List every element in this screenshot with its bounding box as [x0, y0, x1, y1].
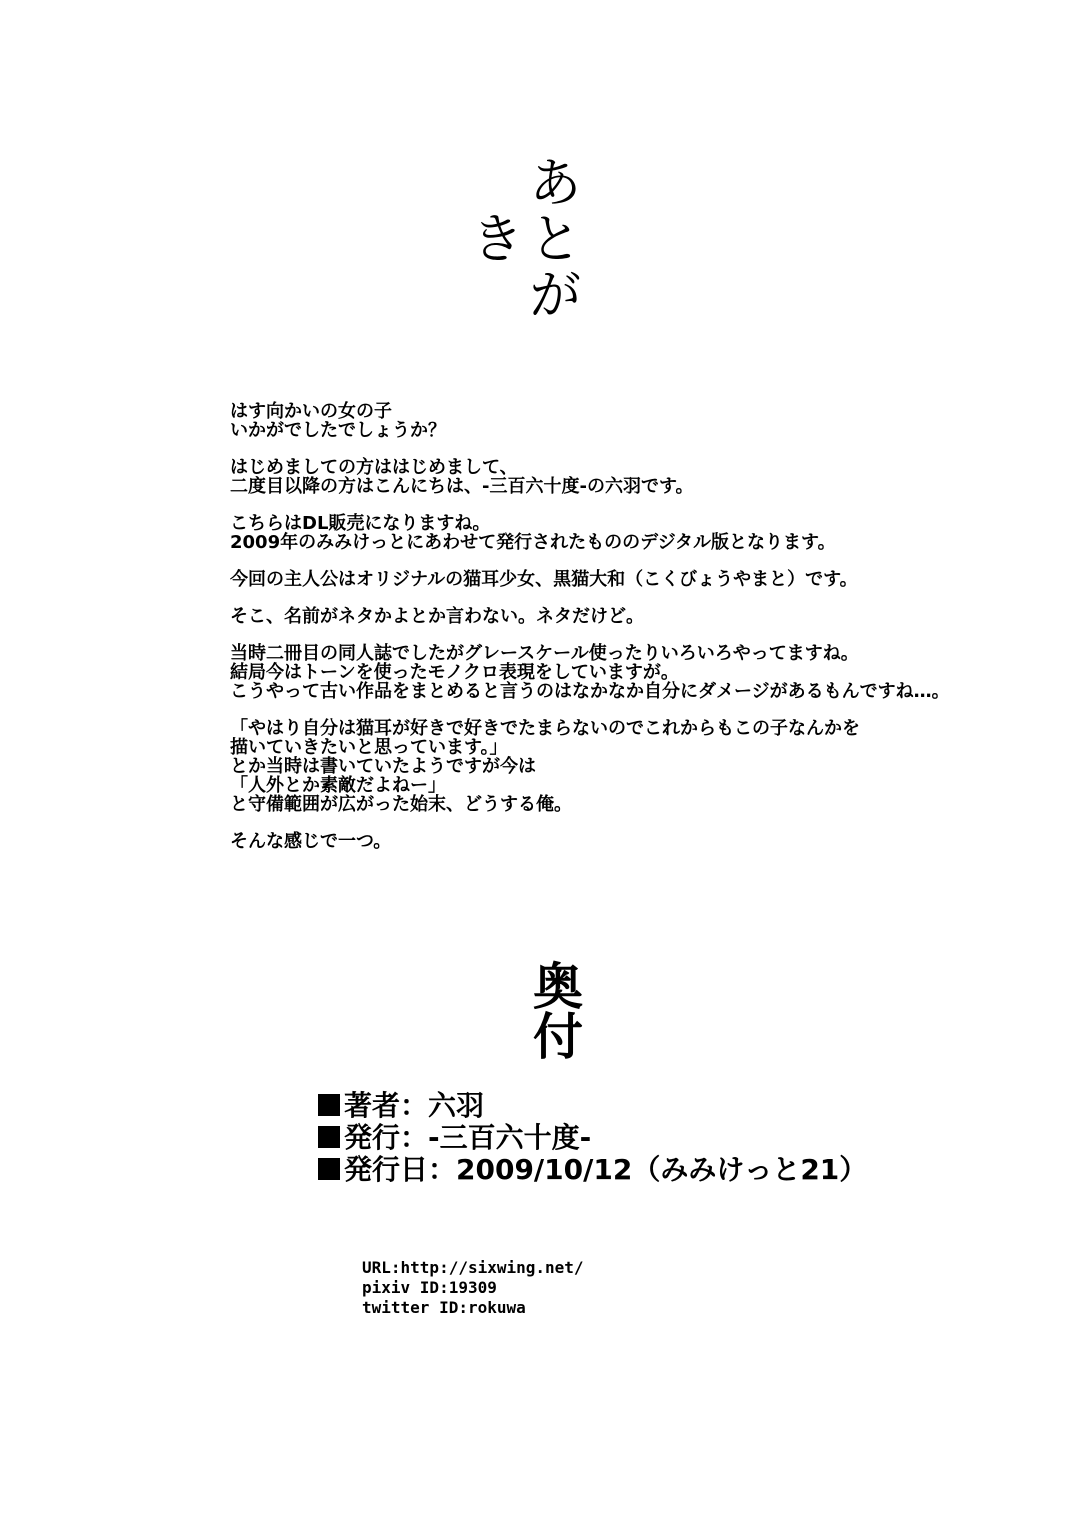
text-line: こちらはDL販売になりますね。 [230, 513, 491, 534]
colophon-title: 奥付 [525, 960, 583, 1060]
credit-date-text: 発行日：2009/10/12（みみけっと21） [344, 1153, 868, 1186]
paragraph [230, 570, 950, 589]
paragraph [230, 514, 950, 552]
paragraph [230, 719, 950, 814]
afterword-body [230, 402, 950, 869]
text-line: はじめましての方ははじめまして、 [230, 457, 518, 478]
text-line: こうやって古い作品をまとめると言うのはなかなか自分にダメージがあるもんですね…。 [230, 681, 950, 702]
paragraph [230, 607, 950, 626]
paragraph [230, 644, 950, 701]
text-line: 当時二冊目の同人誌でしたがグレースケール使ったりいろいろやってますね。 [230, 643, 859, 664]
text-line: いかがでしたでしょうか？ [230, 420, 446, 441]
black-square-bullet-icon [318, 1158, 340, 1180]
pixiv-id: pixiv ID:19309 [362, 1278, 497, 1297]
credit-author [318, 1090, 878, 1122]
credit-publisher-text: 発行：-三百六十度- [344, 1121, 592, 1154]
credit-publisher [318, 1122, 878, 1154]
text-line: 今回の主人公はオリジナルの猫耳少女、黒猫大和（こくびょうやまと）です。 [230, 569, 858, 590]
text-line: とか当時は書いていたようですが今は [230, 756, 536, 777]
credit-date [318, 1154, 878, 1186]
text-line: 結局今はトーンを使ったモノクロ表現をしていますが。 [230, 662, 679, 683]
paragraph [230, 402, 950, 440]
text-line: そんな感じで一つ。 [230, 831, 392, 852]
text-line: 二度目以降の方はこんにちは、-三百六十度-の六羽です。 [230, 476, 694, 497]
colophon-credits [318, 1090, 878, 1186]
url-link: URL:http://sixwing.net/ [362, 1258, 584, 1277]
text-line: 「やはり自分は猫耳が好きで好きでたまらないのでこれからもこの子なんかを [230, 718, 860, 739]
twitter-id: twitter ID:rokuwa [362, 1298, 526, 1317]
text-line: そこ、名前がネタかよとか言わない。ネタだけど。 [230, 606, 644, 627]
black-square-bullet-icon [318, 1094, 340, 1116]
text-line: と守備範囲が広がった始末、どうする俺。 [230, 794, 572, 815]
text-line: 2009年のみみけっとにあわせて発行されたもののデジタル版となります。 [230, 532, 836, 553]
contact-links [362, 1258, 762, 1318]
text-line: はす向かいの女の子 [230, 401, 392, 422]
text-line: 描いていきたいと思っています。」 [230, 737, 508, 758]
text-line: 「人外とか素敵だよねー」 [230, 775, 446, 796]
afterword-title: あとがき [462, 154, 583, 322]
black-square-bullet-icon [318, 1126, 340, 1148]
paragraph [230, 832, 950, 851]
credit-author-text: 著者：六羽 [344, 1089, 485, 1122]
paragraph [230, 458, 950, 496]
